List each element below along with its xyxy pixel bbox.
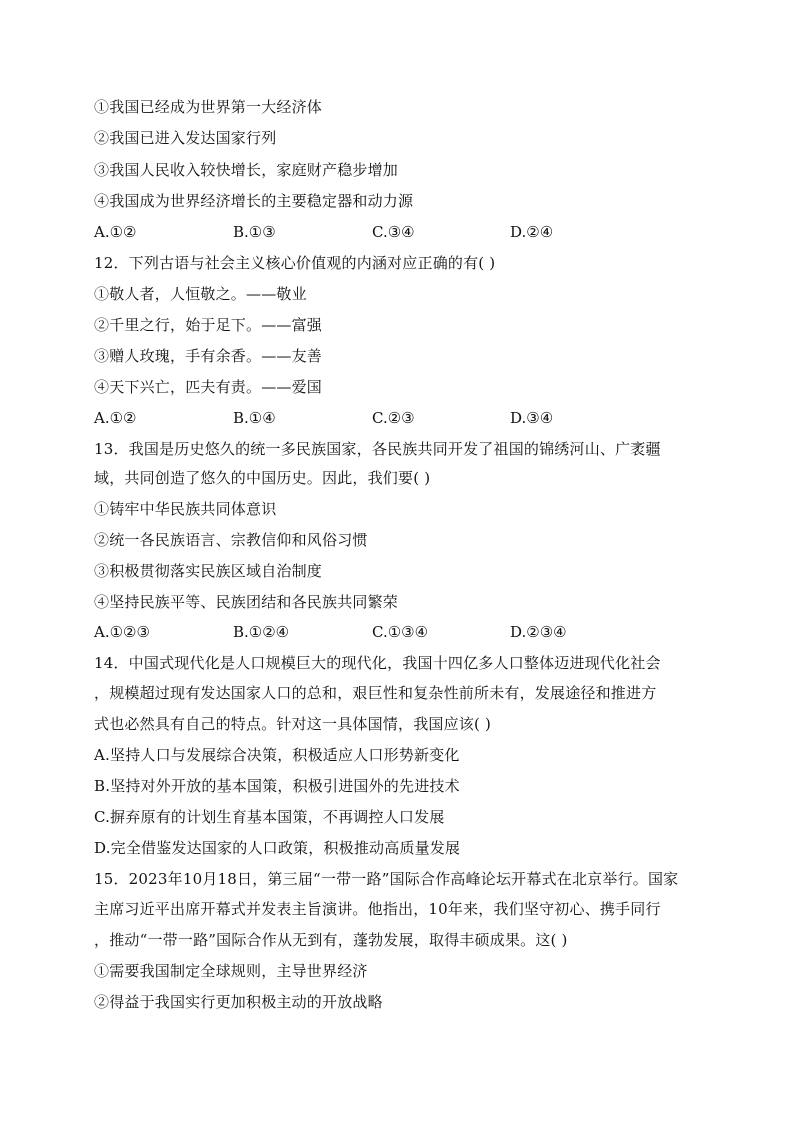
q14-option-a[interactable]: A.坚持人口与发展综合决策，积极适应人口形势新变化 xyxy=(94,746,460,764)
q11-item-1: ①我国已经成为世界第一大经济体 xyxy=(94,98,323,116)
q13-item-3: ③积极贯彻落实民族区域自治制度 xyxy=(94,562,323,580)
q11-item-4: ④我国成为世界经济增长的主要稳定器和动力源 xyxy=(94,192,414,210)
q12-item-1: ①敬人者，人恒敬之。——敬业 xyxy=(94,285,307,303)
q12-item-4: ④天下兴亡，匹夫有责。——爱国 xyxy=(94,378,323,396)
q15-stem-line-2: 主席习近平出席开幕式并发表主旨演讲。他指出，10年来，我们坚守初心、携手同行 xyxy=(94,900,661,918)
q11-option-c[interactable]: C.③④ xyxy=(372,223,415,241)
q15-item-2: ②得益于我国实行更加积极主动的开放战略 xyxy=(94,993,383,1011)
q12-option-b[interactable]: B.①④ xyxy=(233,409,276,427)
q14-option-b[interactable]: B.坚持对外开放的基本国策，积极引进国外的先进技术 xyxy=(94,777,460,795)
q12-options xyxy=(94,408,734,428)
q12-option-a[interactable]: A.①② xyxy=(94,409,137,427)
q14-stem-line-1: 14．中国式现代化是人口规模巨大的现代化，我国十四亿多人口整体迈进现代化社会 xyxy=(94,654,661,672)
q15-stem-line-1: 15．2023年10月18日，第三届“一带一路”国际合作高峰论坛开幕式在北京举行。国家 xyxy=(94,870,679,888)
q11-option-b[interactable]: B.①③ xyxy=(233,223,276,241)
q12-option-d[interactable]: D.③④ xyxy=(510,409,554,427)
q12-item-2: ②千里之行，始于足下。——富强 xyxy=(94,316,323,334)
q13-option-b[interactable]: B.①②④ xyxy=(233,623,290,641)
q13-option-a[interactable]: A.①②③ xyxy=(94,623,150,641)
q14-option-c[interactable]: C.摒弃原有的计划生育基本国策，不再调控人口发展 xyxy=(94,808,445,826)
q13-option-c[interactable]: C.①③④ xyxy=(372,623,429,641)
q11-item-2: ②我国已进入发达国家行列 xyxy=(94,129,277,147)
q12-item-3: ③赠人玫瑰，手有余香。——友善 xyxy=(94,347,323,365)
q13-item-1: ①铸牢中华民族共同体意识 xyxy=(94,500,277,518)
q13-item-2: ②统一各民族语言、宗教信仰和风俗习惯 xyxy=(94,531,368,549)
q11-option-d[interactable]: D.②④ xyxy=(510,223,554,241)
q15-stem-line-3: ，推动“一带一路”国际合作从无到有，蓬勃发展，取得丰硕成果。这( ) xyxy=(94,931,568,949)
q13-options xyxy=(94,622,734,642)
q13-item-4: ④坚持民族平等、民族团结和各民族共同繁荣 xyxy=(94,593,399,611)
q11-option-a[interactable]: A.①② xyxy=(94,223,137,241)
q15-item-1: ①需要我国制定全球规则，主导世界经济 xyxy=(94,962,368,980)
q14-stem-line-3: 式也必然具有自己的特点。针对这一具体国情，我国应该( ) xyxy=(94,715,492,733)
q11-options xyxy=(94,222,734,242)
q12-option-c[interactable]: C.②③ xyxy=(372,409,415,427)
q13-option-d[interactable]: D.②③④ xyxy=(510,623,567,641)
q14-stem-line-2: ，规模超过现有发达国家人口的总和，艰巨性和复杂性前所未有，发展途径和推进方 xyxy=(94,684,657,702)
q13-stem-line-1: 13．我国是历史悠久的统一多民族国家，各民族共同开发了祖国的锦绣河山、广袤疆 xyxy=(94,440,661,458)
q11-item-3: ③我国人民收入较快增长，家庭财产稳步增加 xyxy=(94,161,399,179)
q14-option-d[interactable]: D.完全借鉴发达国家的人口政策，积极推动高质量发展 xyxy=(94,839,461,857)
q13-stem-line-2: 域，共同创造了悠久的中国历史。因此，我们要( ) xyxy=(94,469,431,487)
q12-stem: 12．下列古语与社会主义核心价值观的内涵对应正确的有( ) xyxy=(94,254,496,272)
